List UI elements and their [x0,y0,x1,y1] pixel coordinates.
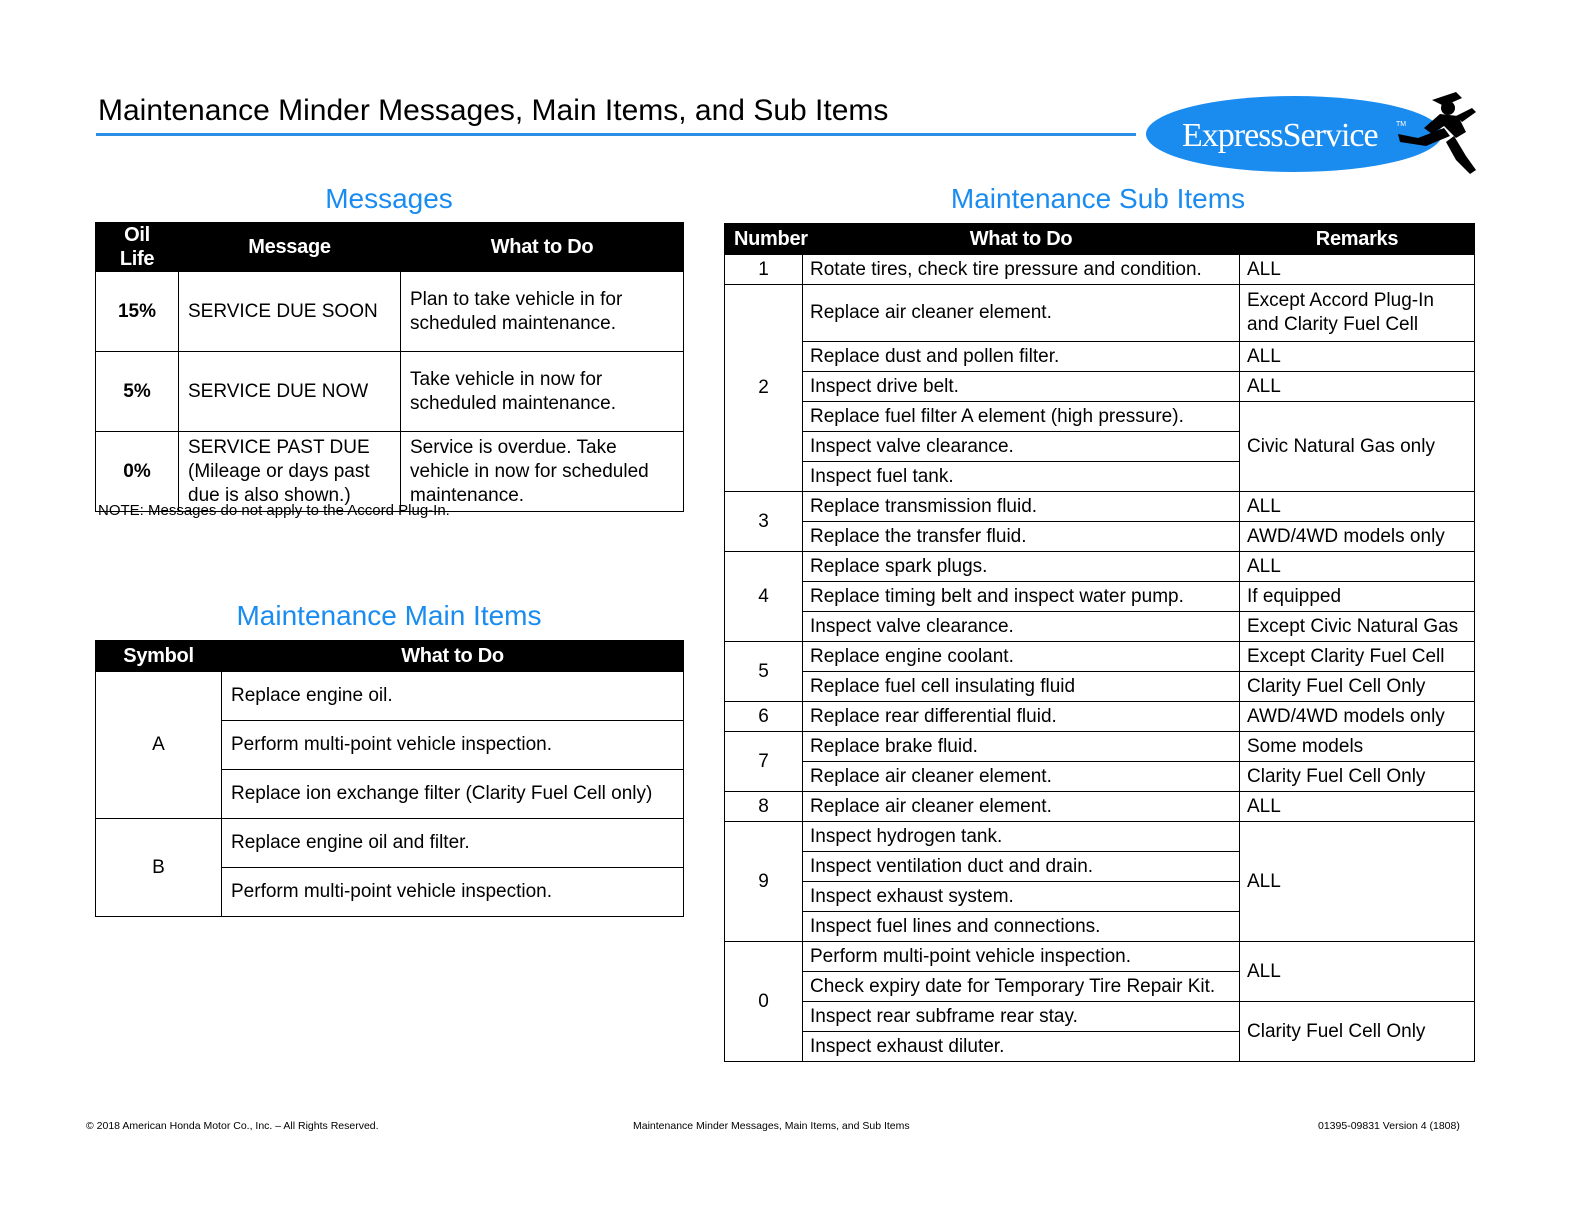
main-items-table [95,640,684,917]
col-number: Number [725,224,803,255]
sub-remark: ALL [1240,255,1475,285]
sub-task: Perform multi-point vehicle inspection. [803,942,1240,972]
sub-task: Replace air cleaner element. [803,762,1240,792]
table-row [725,492,1475,522]
sub-remark: ALL [1240,792,1475,822]
table-row [725,762,1475,792]
table-row [725,285,1475,342]
sub-task: Inspect hydrogen tank. [803,822,1240,852]
sub-number: 7 [725,732,803,792]
sub-task: Inspect rear subframe rear stay. [803,1002,1240,1032]
sub-remark: ALL [1240,822,1475,942]
col-oil-life: Oil Life [96,223,179,272]
sub-task: Replace fuel cell insulating fluid [803,672,1240,702]
oil-life-value: 0% [96,432,179,512]
express-service-logo [1144,86,1484,186]
sub-remark: ALL [1240,372,1475,402]
sub-task: Inspect exhaust system. [803,882,1240,912]
table-row [725,522,1475,552]
sub-number: 4 [725,552,803,642]
sub-task: Replace engine coolant. [803,642,1240,672]
sub-task: Inspect valve clearance. [803,432,1240,462]
symbol-b: B [96,819,222,917]
table-row [96,672,684,721]
sub-task: Inspect drive belt. [803,372,1240,402]
col-symbol: Symbol [96,641,222,672]
list-item: Perform multi-point vehicle inspection. [222,721,684,770]
col-what-to-do: What to Do [803,224,1240,255]
sub-number: 9 [725,822,803,942]
col-what-to-do: What to Do [401,223,684,272]
sub-remark: Some models [1240,732,1475,762]
sub-task: Replace spark plugs. [803,552,1240,582]
message-value: SERVICE PAST DUE (Mileage or days past due is also shown.) [179,432,401,512]
symbol-a: A [96,672,222,819]
footer-copyright: © 2018 American Honda Motor Co., Inc. – All Rights Reserved. [86,1120,379,1132]
logo-text: ExpressService [1182,117,1378,154]
sub-remark: Except Accord Plug-In and Clarity Fuel Cell [1240,285,1475,342]
table-row [96,819,684,868]
table-row [725,792,1475,822]
sub-remark: AWD/4WD models only [1240,522,1475,552]
list-item: Perform multi-point vehicle inspection. [222,868,684,917]
table-row [725,822,1475,852]
message-value: SERVICE DUE SOON [179,272,401,352]
sub-remark: Clarity Fuel Cell Only [1240,762,1475,792]
list-item: Replace engine oil. [222,672,684,721]
sub-remark: ALL [1240,942,1475,1002]
messages-heading: Messages [325,183,453,214]
sub-task: Replace brake fluid. [803,732,1240,762]
sub-remark: ALL [1240,552,1475,582]
sub-remark: ALL [1240,342,1475,372]
table-row [96,352,684,432]
table-row [725,672,1475,702]
table-row [725,612,1475,642]
sub-number: 3 [725,492,803,552]
sub-task: Inspect ventilation duct and drain. [803,852,1240,882]
table-row [725,702,1475,732]
list-item: Replace engine oil and filter. [222,819,684,868]
page-title: Maintenance Minder Messages, Main Items, and Sub Items [98,94,889,127]
sub-remark: Except Civic Natural Gas [1240,612,1475,642]
what-to-do-value: Service is overdue. Take vehicle in now for scheduled maintenance. [401,432,684,512]
messages-note: NOTE: Messages do not apply to the Accord Plug-In. [98,502,450,519]
list-item: Replace ion exchange filter (Clarity Fuel Cell only) [222,770,684,819]
sub-task: Replace transmission fluid. [803,492,1240,522]
what-to-do-value: Plan to take vehicle in for scheduled maintenance. [401,272,684,352]
table-row [725,255,1475,285]
table-row [725,1002,1475,1032]
footer-version: 01395-09831 Version 4 (1808) [1318,1120,1460,1132]
sub-task: Rotate tires, check tire pressure and condition. [803,255,1240,285]
sub-remark: Clarity Fuel Cell Only [1240,1002,1475,1062]
main-items-heading: Maintenance Main Items [236,600,542,631]
sub-task: Replace rear differential fluid. [803,702,1240,732]
oil-life-value: 5% [96,352,179,432]
sub-task: Replace timing belt and inspect water pump. [803,582,1240,612]
sub-number: 1 [725,255,803,285]
sub-task: Replace the transfer fluid. [803,522,1240,552]
sub-items-heading: Maintenance Sub Items [950,183,1246,214]
sub-remark: Civic Natural Gas only [1240,402,1475,492]
title-rule [96,133,1136,136]
sub-task: Inspect fuel tank. [803,462,1240,492]
sub-remark: If equipped [1240,582,1475,612]
footer-title: Maintenance Minder Messages, Main Items, and Sub Items [633,1120,910,1132]
sub-task: Check expiry date for Temporary Tire Repair Kit. [803,972,1240,1002]
sub-number: 2 [725,285,803,492]
what-to-do-value: Take vehicle in now for scheduled maintenance. [401,352,684,432]
sub-task: Replace fuel filter A element (high pressure). [803,402,1240,432]
sub-task: Inspect fuel lines and connections. [803,912,1240,942]
sub-task: Inspect exhaust diluter. [803,1032,1240,1062]
oil-life-value: 15% [96,272,179,352]
logo-tm: TM [1396,121,1407,128]
table-row [725,582,1475,612]
message-value: SERVICE DUE NOW [179,352,401,432]
col-message: Message [179,223,401,272]
sub-number: 8 [725,792,803,822]
table-row [96,272,684,352]
col-what-to-do: What to Do [222,641,684,672]
sub-task: Inspect valve clearance. [803,612,1240,642]
table-row [725,342,1475,372]
sub-task: Replace dust and pollen filter. [803,342,1240,372]
sub-task: Replace air cleaner element. [803,792,1240,822]
sub-remark: Clarity Fuel Cell Only [1240,672,1475,702]
sub-number: 5 [725,642,803,702]
sub-remark: Except Clarity Fuel Cell [1240,642,1475,672]
table-row [96,432,684,512]
table-row [725,552,1475,582]
sub-items-table [724,223,1475,1062]
table-row [725,642,1475,672]
table-row [725,942,1475,972]
messages-table [95,222,684,512]
col-remarks: Remarks [1240,224,1475,255]
sub-remark: AWD/4WD models only [1240,702,1475,732]
table-row [725,402,1475,432]
sub-remark: ALL [1240,492,1475,522]
sub-number: 6 [725,702,803,732]
sub-task: Replace air cleaner element. [803,285,1240,342]
sub-number: 0 [725,942,803,1062]
table-row [725,372,1475,402]
table-row [725,732,1475,762]
